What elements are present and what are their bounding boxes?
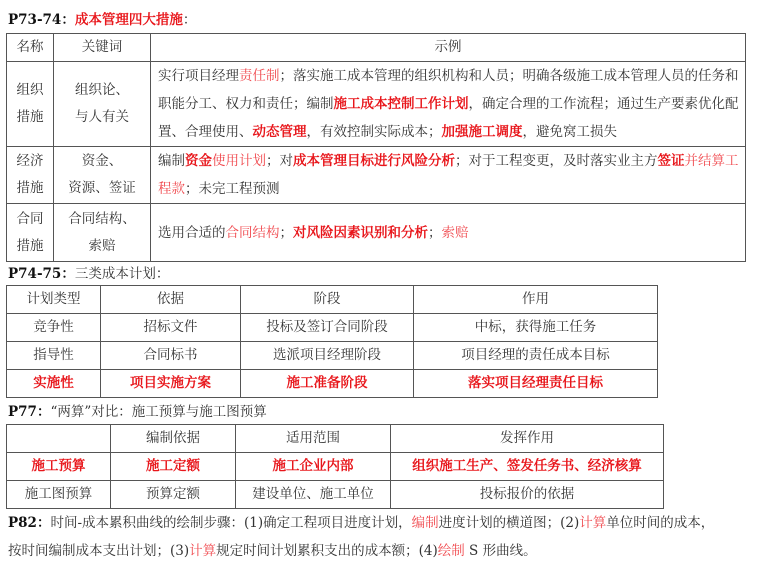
cell-scope: 施工企业内部 [236, 453, 391, 481]
cell-plan-type: 竞争性 [7, 314, 101, 342]
header-keyword: 关键词 [54, 34, 151, 62]
text-segment: 编制 [158, 153, 185, 169]
section-title-cost-measures [8, 8, 196, 28]
page-ref: P77： [8, 404, 51, 420]
highlighted-text: 对风险因素识别和分析 [293, 224, 428, 241]
highlighted-text: 签证 [657, 153, 685, 169]
page-ref: P82： [8, 515, 51, 531]
header-basis: 依据 [101, 286, 241, 314]
text-segment: ，确定合理的工作流程；通过生产要素优化配置、合理使用、 [158, 96, 739, 140]
keyword-line: 组织论、 [75, 82, 129, 98]
text-segment: 时间-成本累积曲线的绘制步骤：(1)确定工程项目进度计划， [50, 515, 412, 531]
cell-basis: 预算定额 [111, 481, 236, 509]
highlighted-text: 并结算工程款 [158, 153, 739, 197]
header-example: 示例 [151, 34, 746, 62]
cell-purpose: 落实项目经理责任目标 [414, 370, 658, 398]
s-curve-steps-line-1 [8, 511, 714, 531]
cell-stage: 施工准备阶段 [241, 370, 414, 398]
section-heading: 三类成本计划： [74, 266, 170, 282]
header-basis: 编制依据 [111, 425, 236, 453]
name-line: 组织 [16, 82, 44, 98]
section-title-two-budgets [8, 400, 267, 420]
page-ref: P73-74： [8, 12, 75, 28]
cost-measures-table [6, 33, 746, 262]
header-purpose: 作用 [414, 286, 658, 314]
text-segment: 选用合适的 [158, 224, 226, 241]
highlighted-text: 使用计划 [212, 153, 266, 169]
measure-name [7, 147, 54, 204]
table-row [7, 62, 746, 147]
cell-basis: 项目实施方案 [101, 370, 241, 398]
s-curve-steps-line-2 [8, 539, 537, 559]
table-header-row [7, 425, 664, 453]
name-line: 措施 [16, 180, 44, 196]
steps-text [8, 543, 537, 559]
cell-plan-type: 实施性 [7, 370, 101, 398]
cell-purpose: 中标，获得施工任务 [414, 314, 658, 342]
name-line: 措施 [16, 237, 44, 254]
highlighted-text: 编制 [411, 515, 439, 531]
section-heading: “两算”对比：施工预算与施工图预算 [50, 404, 267, 420]
cell-budget-type: 施工图预算 [7, 481, 111, 509]
text-segment: ； [428, 224, 442, 241]
text-segment: 规定时间计划累积支出的成本额；(4) [216, 543, 438, 559]
measure-keyword [54, 62, 151, 147]
cell-role: 投标报价的依据 [391, 481, 664, 509]
name-line: 合同 [16, 210, 44, 227]
highlighted-text: 加强施工调度 [441, 124, 523, 140]
cost-plans-table [6, 285, 658, 398]
highlighted-text: 施工成本控制工作计划 [333, 96, 469, 112]
name-line: 措施 [16, 109, 44, 125]
table-row [7, 147, 746, 204]
table-row-highlight [7, 453, 664, 481]
measure-name [7, 204, 54, 262]
cell-stage: 投标及签订合同阶段 [241, 314, 414, 342]
keyword-line: 索赔 [88, 237, 116, 254]
keyword-line: 与人有关 [75, 109, 129, 125]
steps-text [50, 515, 714, 531]
section-heading: 成本管理四大措施 [74, 12, 183, 28]
cell-basis: 施工定额 [111, 453, 236, 481]
measure-example [151, 147, 746, 204]
highlighted-text: 索赔 [441, 224, 469, 241]
header-role: 发挥作用 [391, 425, 664, 453]
cell-basis: 合同标书 [101, 342, 241, 370]
table-row [7, 204, 746, 262]
highlighted-text: 成本管理目标进行风险分析 [293, 153, 455, 169]
measure-example [151, 62, 746, 147]
measure-name [7, 62, 54, 147]
highlighted-text: 合同结构 [225, 224, 280, 241]
highlighted-text: 资金 [185, 153, 212, 169]
header-stage: 阶段 [241, 286, 414, 314]
page-ref: P74-75： [8, 266, 75, 282]
text-segment: 进度计划的横道图；(2) [438, 515, 580, 531]
table-header-row [7, 34, 746, 62]
text-segment: S 形曲线。 [464, 543, 537, 559]
two-budgets-table [6, 424, 664, 509]
name-line: 经济 [16, 153, 44, 169]
text-segment: ；落实施工成本管理的组织机构和人员；明确各级施工成本管理人员的任务和职能分工、权力和责任；编制 [158, 68, 739, 112]
text-segment: ；未完工程预测 [185, 181, 280, 197]
highlighted-text: 计算 [579, 515, 607, 531]
text-segment: 单位时间的成本， [606, 515, 715, 531]
text-segment: 实行项目经理 [158, 68, 239, 84]
measure-keyword [54, 204, 151, 262]
cell-scope: 建设单位、施工单位 [236, 481, 391, 509]
measure-keyword [54, 147, 151, 204]
table-row [7, 314, 658, 342]
header-scope: 适用范围 [236, 425, 391, 453]
measure-example [151, 204, 746, 262]
cell-plan-type: 指导性 [7, 342, 101, 370]
text-segment: 按时间编制成本支出计划；(3) [8, 543, 190, 559]
cell-budget-type: 施工预算 [7, 453, 111, 481]
text-segment: ；对于工程变更，及时落实业主方 [455, 153, 658, 169]
header-name: 名称 [7, 34, 54, 62]
text-segment: ，有效控制实际成本； [306, 124, 442, 140]
heading-suffix: ： [182, 12, 197, 28]
cell-role: 组织施工生产、签发任务书、经济核算 [391, 453, 664, 481]
keyword-line: 合同结构、 [68, 210, 136, 227]
text-segment: ，避免窝工损失 [522, 124, 617, 140]
section-title-cost-plans [8, 262, 169, 282]
header-plan-type: 计划类型 [7, 286, 101, 314]
table-header-row [7, 286, 658, 314]
keyword-line: 资金、 [81, 153, 123, 169]
table-row-highlight [7, 370, 658, 398]
text-segment: ； [279, 224, 293, 241]
highlighted-text: 绘制 [437, 543, 465, 559]
highlighted-text: 责任制 [239, 68, 280, 84]
header-blank [7, 425, 111, 453]
keyword-line: 资源、签证 [68, 180, 136, 196]
highlighted-text: 动态管理 [252, 124, 307, 140]
table-row [7, 342, 658, 370]
cell-stage: 选派项目经理阶段 [241, 342, 414, 370]
table-row [7, 481, 664, 509]
cell-basis: 招标文件 [101, 314, 241, 342]
text-segment: ；对 [266, 153, 293, 169]
highlighted-text: 计算 [189, 543, 217, 559]
cell-purpose: 项目经理的责任成本目标 [414, 342, 658, 370]
